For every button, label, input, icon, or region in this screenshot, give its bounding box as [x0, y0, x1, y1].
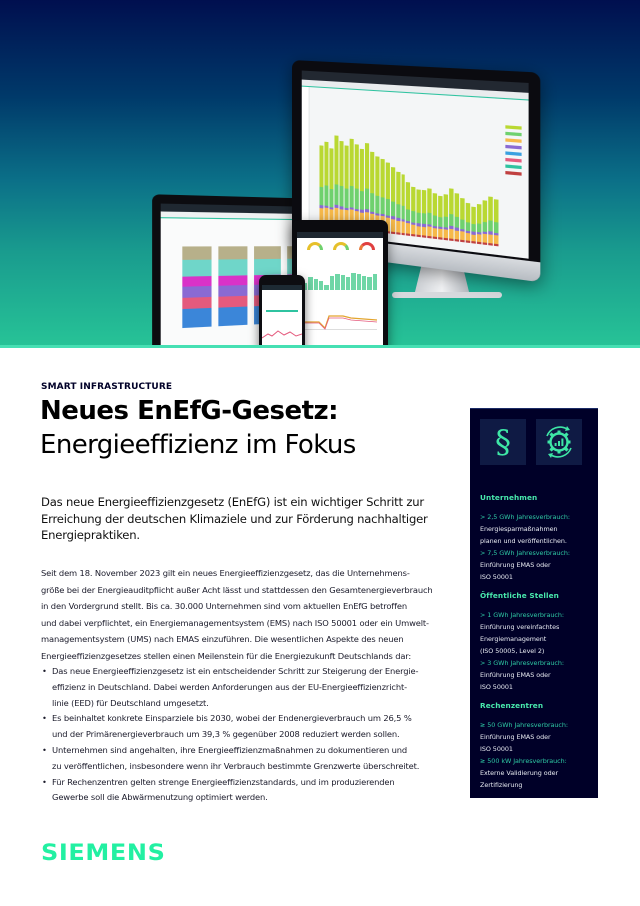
- bullet-line: Unternehmen sind angehalten, ihre Energieeffizienzmaßnahmen zu dokumentieren und: [52, 744, 408, 755]
- hero-image: [0, 0, 640, 348]
- app-sidebar: [302, 87, 310, 233]
- requirement-line: Zertifizierung: [480, 781, 523, 789]
- requirement-line: planen und veröffentlichen.: [480, 537, 567, 545]
- kicker-label: SMART INFRASTRUCTURE: [41, 382, 173, 392]
- requirement-line: Externe Validierung oder: [480, 769, 559, 777]
- bullet-marker: •: [42, 776, 47, 787]
- bullet-line: Gewerbe soll die Abwärmenutzung optimiert werden.: [52, 792, 268, 803]
- phone-dashboard-screen: [262, 285, 302, 348]
- page-title: Neues EnEfG-Gesetz:: [40, 396, 339, 426]
- bullet-line: effizienz in Deutschland. Dabei werden Anforderungen aus der EU-Energieeffizienzricht-: [52, 681, 407, 692]
- lead-paragraph: Das neue Energieeffizienzgesetz (EnEfG) ist ein wichtiger Schritt zur Erreichung der deutschen Klimaziele und zur Förderung nachhaltiger Energiepraktiken.: [41, 495, 428, 542]
- requirement-line: Einführung vereinfachtes: [480, 623, 560, 631]
- bullet-marker: •: [42, 666, 47, 676]
- tablet-bar-chart: [303, 272, 377, 290]
- requirements-sidebar: [470, 408, 598, 798]
- body-line: größe bei der Energieauditpflicht außer Acht lässt und stattdessen den Gesamtenergieverbrauch: [41, 584, 433, 595]
- requirement-line: ISO 50001: [480, 745, 513, 753]
- body-line: managementsystem (UMS) nach EMAS einzuführen. Die wesentlichen Aspekte des neuen: [41, 634, 404, 644]
- bullet-item: [41, 775, 449, 807]
- bullet-item: [41, 664, 449, 711]
- bullet-line: und der Primärenergieverbrauch um 39,3 % gegenüber 2008 reduziert werden sollen.: [52, 729, 400, 740]
- body-line: und dabei verpflichtet, ein Energiemanagementsystem (EMS) nach ISO 50001 oder ein Umwelt-: [41, 617, 429, 628]
- gear-chart-icon: [536, 419, 582, 465]
- bullet-line: Es beinhaltet konkrete Einsparziele bis 2030, wobei der Endenergieverbrauch um 26,5 %: [52, 713, 412, 724]
- requirement-line: Einführung EMAS oder: [480, 561, 551, 569]
- panel-section-oeffentliche-stellen: [480, 591, 592, 693]
- siemens-logo: SIEMENS: [41, 840, 166, 866]
- section-heading: Unternehmen: [480, 493, 538, 502]
- bullet-line: Das neue Energieeffizienzgesetz ist ein entscheidender Schritt zur Steigerung der Energie-: [52, 666, 419, 676]
- body-line: Seit dem 18. November 2023 gilt ein neues Energieeffizienzgesetz, das die Unternehmens-: [41, 568, 410, 578]
- body-paragraph: [41, 565, 449, 664]
- section-heading: Rechenzentren: [480, 701, 544, 710]
- paragraph-icon: §: [480, 419, 526, 465]
- bullet-marker: •: [42, 744, 47, 755]
- requirement-line: Einführung EMAS oder: [480, 671, 551, 679]
- body-line: Energieeffizienzgesetzes stellen einen Meilenstein für die Energiezukunft Deutschlands dar:: [41, 650, 412, 661]
- requirement-line: ISO 50001: [480, 683, 513, 691]
- threshold-line: > 1 GWh Jahresverbrauch:: [480, 611, 564, 619]
- panel-section-rechenzentren: [480, 701, 592, 791]
- tablet-mockup: [292, 220, 388, 348]
- requirement-line: Energiesparmaßnahmen: [480, 525, 558, 533]
- bullet-line: Für Rechenzentren gelten strenge Energieeffizienzstandards, und im produzierenden: [52, 776, 395, 787]
- bullet-line: linie (EED) für Deutschland umgesetzt.: [52, 697, 209, 708]
- panel-icons: [480, 419, 582, 465]
- requirement-line: Energiemanagement: [480, 635, 547, 643]
- chart-legend: [505, 125, 524, 245]
- bullet-line: zu veröffentlichen, insbesondere wenn ihr Verbrauch bestimmte Grenzwerte überschreitet.: [52, 760, 420, 771]
- tablet-line-chart: [303, 310, 377, 330]
- bullet-list: [41, 664, 449, 806]
- threshold-line: > 2,5 GWh Jahresverbrauch:: [480, 513, 570, 521]
- gauge-3: [359, 242, 375, 250]
- requirement-line: ISO 50001: [480, 573, 513, 581]
- body-line: in den Vordergrund stellt. Bis ca. 30.000 Unternehmen sind vom aktuellen EnEfG betroffen: [41, 601, 408, 611]
- bullet-marker: •: [42, 713, 47, 724]
- threshold-line: > 3 GWh Jahresverbrauch:: [480, 659, 564, 667]
- bullet-item: [41, 743, 449, 775]
- threshold-line: ≥ 50 GWh Jahresverbrauch:: [480, 721, 568, 729]
- smartphone-mockup: [259, 275, 305, 348]
- threshold-line: ≥ 500 kW Jahresverbrauch:: [480, 757, 567, 765]
- gauge-1: [307, 242, 323, 250]
- requirement-line: (ISO 50005, Level 2): [480, 647, 545, 655]
- bullet-item: [41, 711, 449, 743]
- threshold-line: > 7,5 GWh Jahresverbrauch:: [480, 549, 570, 557]
- hero-bottom-edge: [0, 345, 640, 348]
- gauge-2: [333, 242, 349, 250]
- section-heading: Öffentliche Stellen: [480, 591, 559, 600]
- panel-section-unternehmen: [480, 493, 592, 583]
- requirement-line: Einführung EMAS oder: [480, 733, 551, 741]
- tablet-dashboard-screen: [297, 232, 383, 348]
- monitor-base: [392, 292, 502, 298]
- page-subtitle: Energieeffizienz im Fokus: [40, 430, 356, 460]
